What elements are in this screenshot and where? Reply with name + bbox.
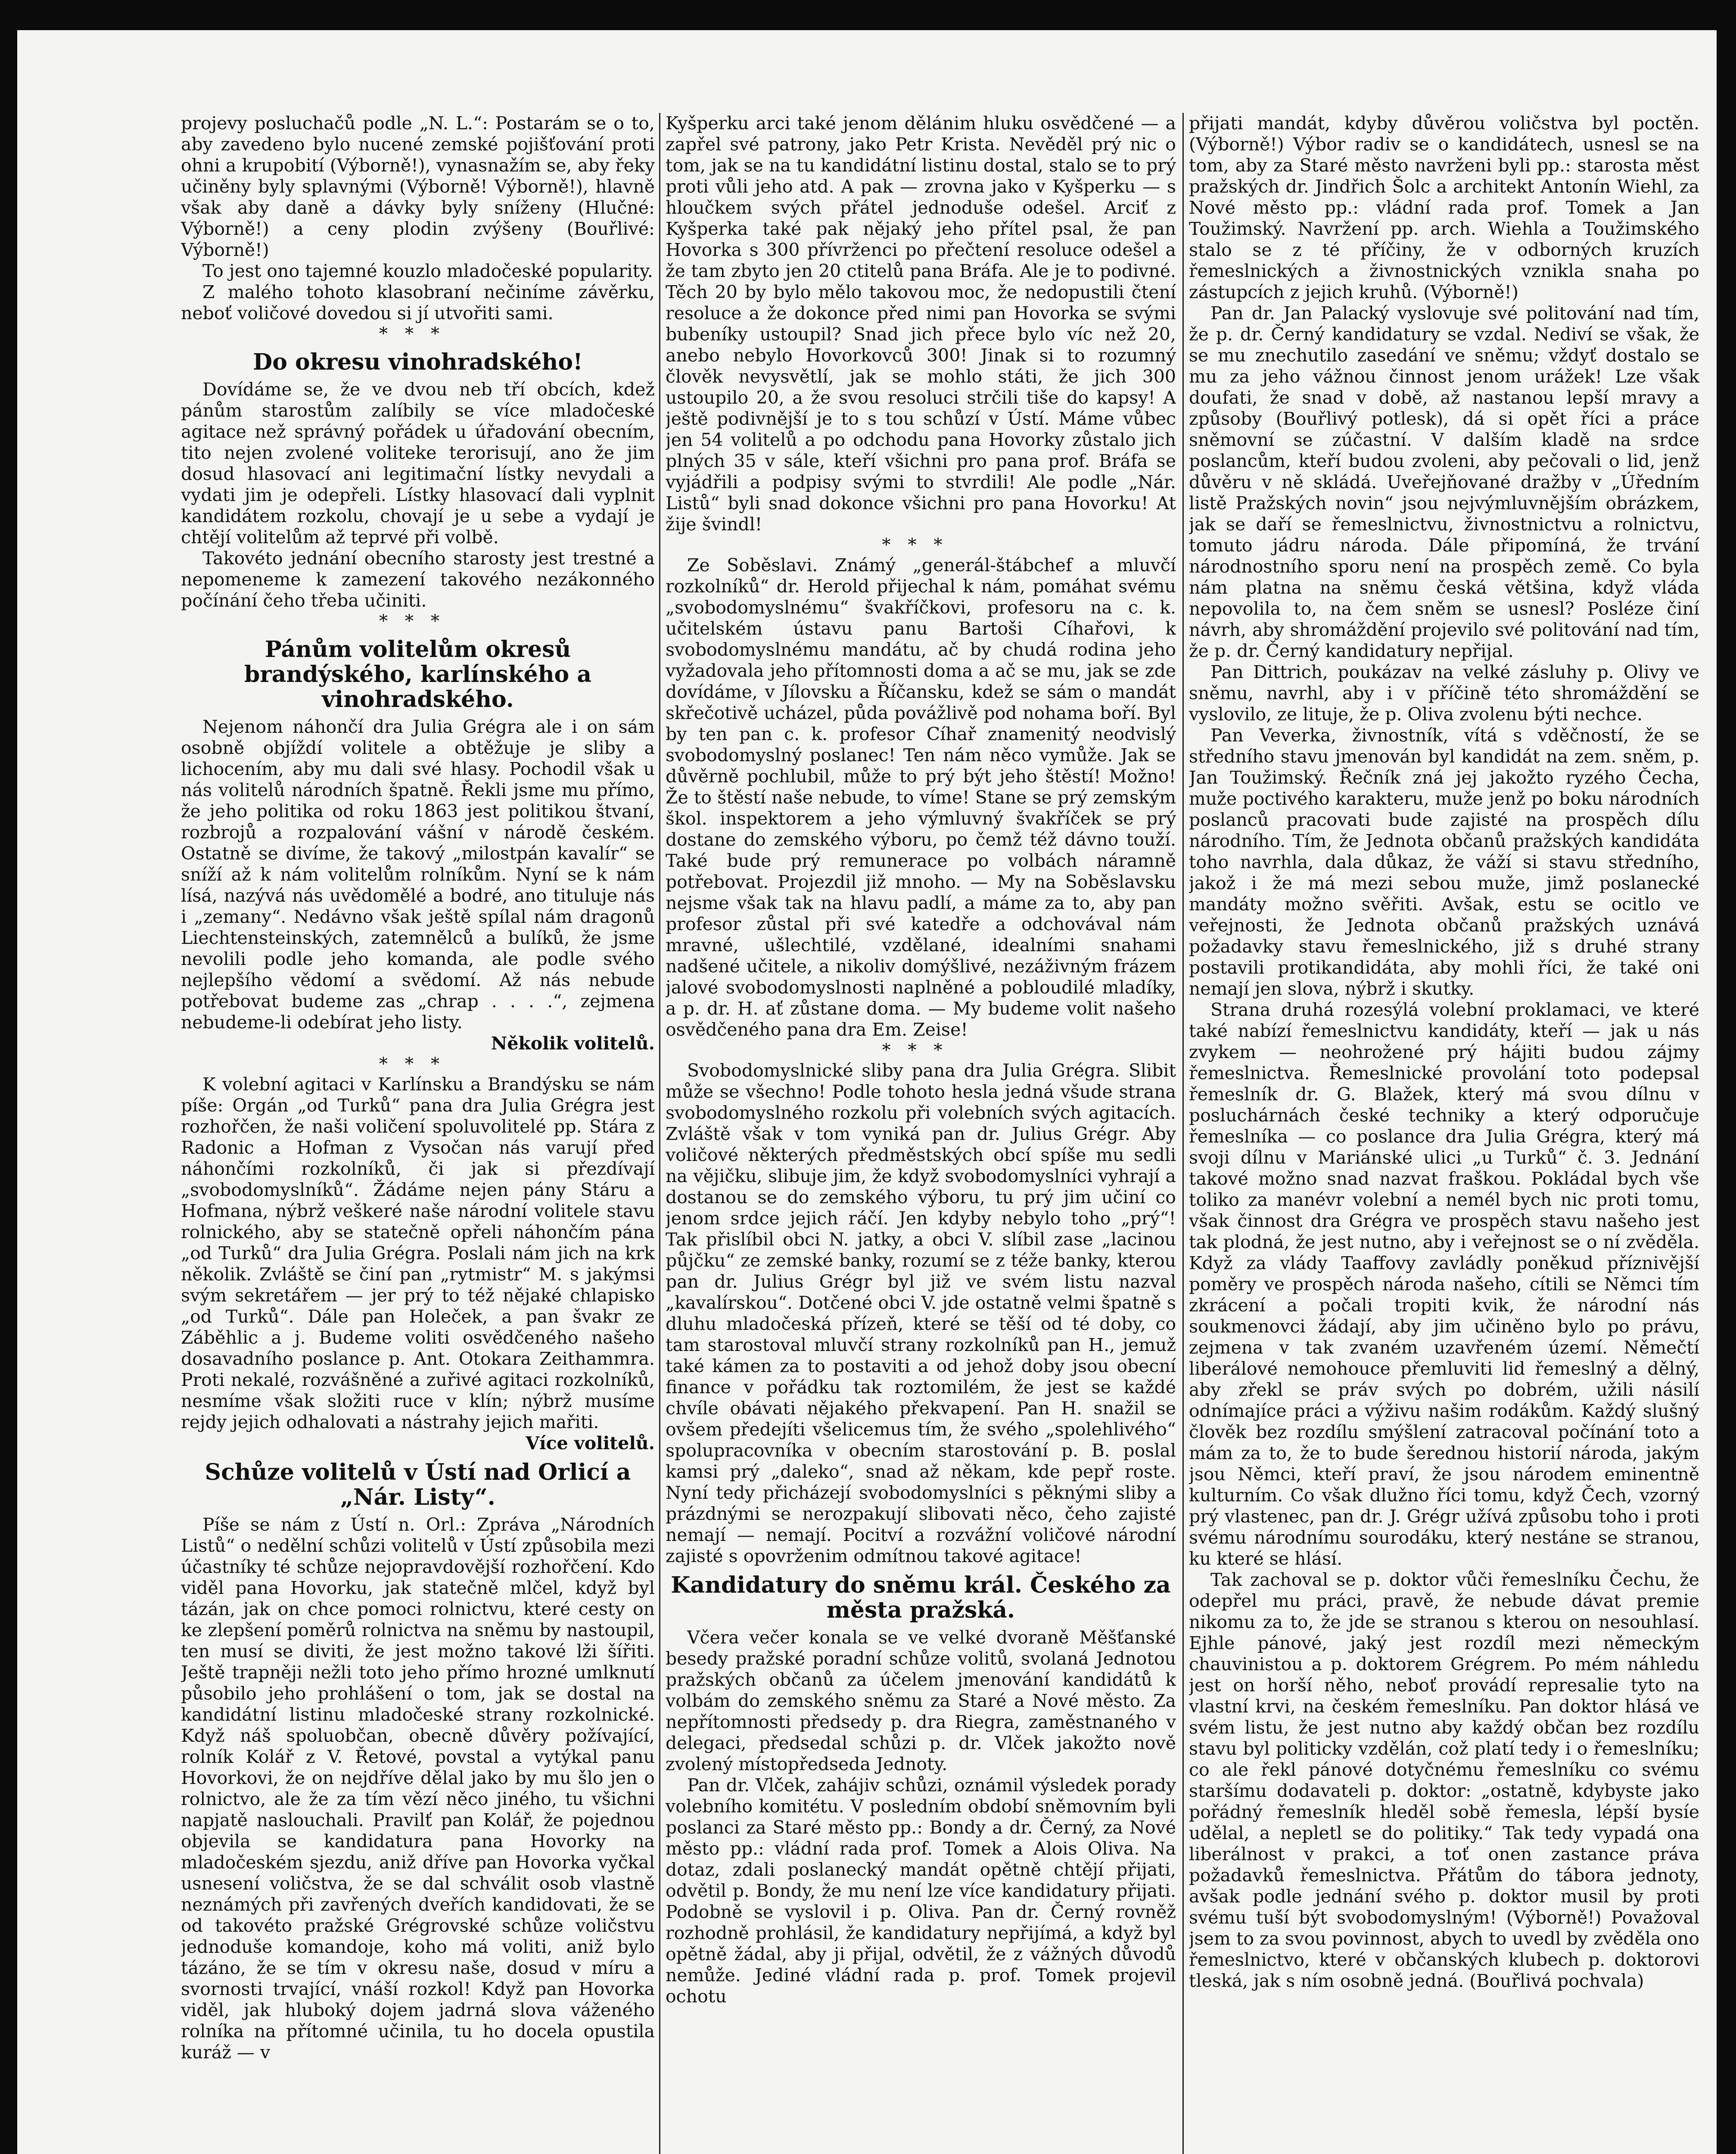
paragraph: Strana druhá rozesýlá volební proklamaci, ve které také nabízí řemeslnictvu kandidáty, kteří — jak u nás zvykem — neohrožené prý hájiti budou zájmy řemeslnictva. Řemeslnické provolání toto podepsal řemeslník dr. G. Blažek, který má svou dílnu v posluchárnách české techniky a který odporučuje řemeslníka — co poslance dra Julia Grégra, který má svoji dílnu v Mariánské ulici „u Turků“ č. 3. Jednání takové možno snad nazvat fraškou. Pokládal bych vše toliko za manévr volební a nemél bych nic proti tomu, však činnost dra Grégra ve prospěch stavu našeho jest tak plodná, že jest nutno, aby i veřejnost se o ní zvěděla. Když za vlády Taaffovy zavládly poněkud příznivější poměry ve prospěch národa našeho, cítili se Němci tím zkrácení a počali tropiti kvik, že národní nás soukmenovci žádají, aby jim učiněno bylo po právu, zejmena v tak zvaném uzavřeném území. Němečtí liberálové nemohouce přemluviti lid řemeslný a dělný, aby zřekl se práv svých po dobrém, užili násilí odnímajíce práci a výživu našim rodákům. Každý slušný člověk bez rozdílu smýšlení zatracoval počínání toto a mám za to, že to bude šerednou historií národa, jakým jsou Němci, kteří praví, že jsou národem eminentně kulturním. Co však dlužno říci tomu, když Čech, vzorný prý vlastenec, pan dr. J. Grégr užívá způsobu toho i proti svému národnímu sourodáku, který nestáne se stranou, ku které se hlásí. xyxy=(1189,999,1699,1569)
paragraph: Nejenom náhončí dra Julia Grégra ale i on sám osobně objíždí volitele a obtěžuje je sliby a lichocením, aby mu dali své hlasy. Pochodil však u nás volitelů národních špatně. Řekli jsme mu přímo, že jeho politika od roku 1863 jest politikou štvaní, rozbrojů a rozpalování vášní v národě českém. Ostatně se divíme, že takový „milostpán kavalír“ se sníží až k nám volitelům rolníkům. Nyní se k nám lísá, nazývá nás uvědomělé a bodré, ano tituluje nás i „zemany“. Nedávno však ještě spílal nám dragonů Liechtensteinských, zatemnělců a bulíků, že jsme nevolili podle jeho komanda, ale podle svého nejlepšího vědomí a svědomí. Až nás nebude potřebovat budeme zas „chrap . . . .“, zejmena nebudeme-li odebírat jeho listy. xyxy=(181,716,655,1033)
column-rule xyxy=(659,113,660,2154)
paragraph: To jest ono tajemné kouzlo mladočeské popularity. xyxy=(202,261,653,281)
article-heading: Do okresu vinohradského! xyxy=(253,349,583,375)
scan-border-right xyxy=(1717,0,1736,2154)
article-heading: Kandidatury do sněmu král. Českého za města pražská. xyxy=(671,1572,1171,1623)
signature: Několik volitelů. xyxy=(491,1033,655,1054)
paragraph: Pan dr. Jan Palacký vyslovuje své politování nad tím, že p. dr. Černý kandidatury se vzdal. Nediví se však, že se mu znechutilo zasedání ve sněmu; vždyť dostalo se mu za jeho vážnou činnost jenom urážek! Lze však doufati, že snad v době, až nastanou lepší mravy a způsoby (Bouřlivý potlesk), dá si opět říci a práce sněmovní se zúčastní. V dalším kladě na srdce poslancům, kteří budou zvoleni, aby pečovali o lid, jenž důvěru v ně skládá. Uveřejňované dražby v „Úředním listě Pražských novin“ jsou nejvýmluvnějším obrázkem, jak se daří se řemeslnictvu, živnostnictvu a rolnictvu, tomuto jádru národa. Dále připomíná, že trvání národnostního sporu není na prospěch země. Co byla nám platna na sněmu česká většina, když vláda nepovolila to, na čem sněm se usnesl? Posléze činí návrh, aby shromáždění projevilo své politování nad tím, že p. dr. Černý kandidatury nepřijal. xyxy=(1189,303,1699,661)
paragraph: Tak zachoval se p. doktor vůči řemeslníku Čechu, že odepřel mu práci, pravě, že nebude dávat premie nikomu za to, že jde se stranou s kterou on nesouhlasí. Ejhle pánové, jaký jest rozdíl mezi německým chauvinistou a p. doktorem Grégrem. Po mém náhledu jest on horší něho, neboť provádí represalie tyto na vlastní krvi, na českém řemeslníku. Pan doktor hlásá ve svém listu, že jest nutno aby každý občan bez rozdílu stavu byl politicky vzdělán, což platí tedy i o řemeslníku; co ale řekl pánové dotyčnému řemeslníku co svému staršímu dodavateli p. doktor: „ostatně, kdybyste jako pořádný řemeslník hleděl sobě řemesla, lépší bysíe udělal, a nepletl se do politiky.“ Tak tedy vypadá ona liberálnost v prakci, a toť onen zastance práva požadavků řemeslnictva. Přátům do tábora jednoty, avšak podle jednání svého p. doktor musil by proti svému tuší být svobodomyslným! (Výborně!) Považoval jsem to za svou povinnost, abych to uvedl by zvěděla ono řemeslnictvo, které v občanských klubech p. doktorovi tleská, jak s ním osobně jedná. (Bouřlivá pochvala) xyxy=(1189,1569,1699,1991)
separator-asterisks: *** xyxy=(379,324,457,344)
paragraph: Z malého tohoto klasobraní nečiníme závěrku, neboť voličové dovedou si jí utvořiti sami. xyxy=(181,282,655,324)
column-left xyxy=(181,113,655,2154)
column-rule xyxy=(1182,113,1184,2154)
scan-border-left xyxy=(0,0,17,2154)
paragraph: Pan dr. Vlček, zahájiv schůzi, oznámil výsledek porady volebního komitétu. V posledním období sněmovním byli poslanci za Staré město pp.: Bondy a dr. Černý, za Nové město pp.: vládní rada prof. Tomek a Alois Oliva. Na dotaz, zdali poslanecký mandát opětně chtějí přijati, odvětil p. Bondy, že mu není lze více kandidatury přijati. Podobně se vyslovil i p. Oliva. Pan dr. Černý rovněž rozhodně prohlásil, že kandidatury nepřijímá, a když byl opětně žádal, aby ji přijal, odvětil, že z vážných důvodů nemůže. Jediné vládní rada p. prof. Tomek projevil ochotu xyxy=(666,1775,1176,2007)
article-heading: Pánům volitelům okresů brandýského, karlínského a vinohradského. xyxy=(244,636,592,713)
column-middle xyxy=(666,113,1176,2154)
paragraph: Kyšperku arci také jenom dělánim hluku osvědčené — a zapřel své patrony, jako Petr Krista. Nevěděl prý nic o tom, jak se na tu kandidátní listinu dostal, stalo se to prý proti vůli jeho atd. A pak — zrovna jako v Kyšperku — s hloučkem svých přátel jednoduše odešel. Arciť z Kyšperka také pak nějaký jeho přítel psal, že pan Hovorka s 300 přívrženci po přečtení resoluce odešel a že tam zbyto jen 20 ctitelů pana Bráfa. Ale je to podivné. Těch 20 by bylo mělo takovou moc, že nedopustili čtení resoluce a že dokonce před nimi pan Hovorka se svými bubeníky ustoupil? Snad jich přece bylo víc než 20, anebo nebylo Hovorkovců 300! Jinak si to rozumný člověk nevysvětlí, jak se mohlo státi, že jich 300 ustoupilo 20, a že svou resoluci strčili tiše do kapsy! A ještě podivnější je to s tou schůzí v Ústí. Máme vůbec jen 54 volitelů a po odchodu pana Hovorky zůstalo jich plných 35 v sále, kteří všichni pro pana prof. Bráfa se vyjádřili a podpisy svými to stvrdili! Ale podle „Nár. Listů“ byli snad dokonce všichni pro pana Hovorku! At žije švindl! xyxy=(666,113,1176,535)
article-heading: Schůze volitelů v Ústí nad Orlicí a „Nár. Listy“. xyxy=(205,1459,631,1510)
column-right xyxy=(1189,113,1699,2154)
paragraph: Pan Dittrich, poukázav na velké zásluhy p. Olivy ve sněmu, navrhl, aby i v příčině této shromáždění se vyslovilo, ze lituje, že p. Oliva zvolenu býti nechce. xyxy=(1189,662,1699,725)
paragraph: Včera večer konala se ve velké dvoraně Měšťanské besedy pražské poradní schůze volitů, svolaná Jednotou pražských občanů za účelem jmenování kandidátů k volbám do zemského sněmu za Staré a Nové město. Za nepřítomnosti předsedy p. dra Riegra, zaměstnaného v delegaci, předsedal schůzi p. dr. Vlček jakožto nově zvolený místopředseda Jednoty. xyxy=(666,1627,1176,1774)
separator-asterisks: *** xyxy=(379,1054,457,1074)
paragraph: Takovéto jednání obecního starosty jest trestné a nepomeneme k zamezení takového nezákonného počínání čeho třeba učiniti. xyxy=(181,548,655,611)
paragraph: Píše se nám z Ústí n. Orl.: Zpráva „Národních Listů“ o nedělní schůzi volitelů v Ústí způsobila mezi účastníky té schůze nejopravdovější rozhořčení. Kdo viděl pana Hovorku, jak statečně mlčel, když byl tázán, jak on chce pomoci rolnictvu, které cesty on ke zlepšení poměrů rolnictva na sněmu by nastoupil, ten musí se diviti, že jest možno takové lži šířiti. Ještě trapněji nežli toto jeho přímo hrozné umlknutí působilo jeho prohlášení o tom, jak se dostal na kandidátní listinu mladočeské strany rozkolnické. Když náš spoluobčan, obecně důvěry požívající, rolník Kolář z V. Řetové, povstal a vytýkal panu Hovorkovi, že on nejdříve dělal jako by mu šlo jen o rolnictvo, ale že za tím vězí něco jiného, tu všichni napjatě naslouchali. Pravilť pan Kolář, že pojednou objevila se kandidatura pana Hovorky na mladočeském sjezdu, aniž dříve pan Hovorka vyčkal usnesení voličstva, že se dal schválit osob vlastně neznámých při zavřených dveřích kandidovati, že se od takovéto pražské Grégrovské schůze voličstvu jednoduše komandoje, koho má voliti, aniž bylo tázáno, že se tím v okresu naše, dosud v míru a svornosti trvající, vnáší rozkol! Když pan Hovorka viděl, jak hluboký dojem jadrná slova váženého rolníka na přítomné učinila, tu ho docela opustila kuráž — v xyxy=(181,1514,655,2063)
paragraph: přijati mandát, kdyby důvěrou voličstva byl poctěn. (Výborně!) Výbor radiv se o kandidátech, usnesl se na tom, aby za Staré město navrženi byli pp.: starosta měst pražských dr. Jindřich Šolc a architekt Antonín Wiehl, za Nové město pp.: vládní rada prof. Tomek a Jan Toužimský. Navržení pp. arch. Wiehla a Toužimského stalo se z té příčiny, že v odborných kruzích řemeslnických a živnostnických vznikla snaha po zástupcích z jejich kruhů. (Výborně!) xyxy=(1189,113,1699,302)
paragraph: projevy posluchačů podle „N. L.“: Postarám se o to, aby zavedeno bylo nucené zemské pojišťování proti ohni a krupobití (Výborně!), vynasnažím se, aby řeky učiněny byly splavnými (Výborně! Výborně!), hlavně však aby daně a dávky byly sníženy (Hlučné: Výborně!) a ceny plodin zvýšeny (Bouřlivé: Výborně!) xyxy=(181,113,655,260)
scan-border-top xyxy=(0,0,1736,30)
paragraph: K volební agitaci v Karlínsku a Brandýsku se nám píše: Orgán „od Turků“ pana dra Julia Grégra jest rozhořčen, že naši voličení spoluvolitelé pp. Stára z Radonic a Hofman z Vysočan nás varují před náhončími rozkolníků, či jak si přezdívají „svobodomyslníků“. Žádáme nejen pány Stáru a Hofmana, nýbrž veškeré naše národní volitele stavu rolnického, aby se statečně opřeli náhončím pána „od Turků“ dra Julia Grégra. Poslali nám jich na krk několik. Zvláště se činí pan „rytmistr“ M. s jakýmsi svým sekretářem — jer prý to též nějaké chlapisko „od Turků“. Dále pan Holeček, a pan švakr ze Záběhlic a j. Budeme voliti osvědčeného našeho dosavadního poslance p. Ant. Otokara Zeithammra. Proti nekalé, rozvášněné a zuřivé agitaci rozkolníků, nesmíme však složiti ruce v klín; nýbrž musíme rejdy jejich odhalovati a nástrahy jejich mařiti. xyxy=(181,1074,655,1432)
paragraph: Ze Soběslavi. Známý „generál-štábchef a mluvčí rozkolníků“ dr. Herold přijechal k nám, pomáhat svému „svobodomyslnému“ švakříčkovi, profesoru na c. k. učitelském ústavu panu Bartoši Cíhařovi, k svobodomyslnému mandátu, ač by chudá rodina jeho vyžadovala jeho přítomnosti doma a ač se mu, jak se zde dovídáme, v Jílovsku a Říčansku, kdež se sám o mandát skřečotivě ucházel, půda povážlivě pod nohama boří. Byl by ten pan c. k. profesor Cíhař znamenitý neodvislý svobodomyslný poslanec! Ten nám něco vymůže. Jak se důvěrně pochlubil, může to prý být jeho štěstí! Možno! Že to štěstí naše nebude, to víme! Stane se prý zemským škol. inspektorem a jeho výmluvný švakříček se prý dostane do zemského výboru, po čemž též dávno touží. Také bude prý remunerace po volbách náramně potřebovat. Projezdil již mnoho. — My na Soběslavsku nejsme však tak na hlavu padlí, a máme za to, aby pan profesor zůstal při své katedře a odchovával nám mravné, ušlechtilé, vzdělané, idealními snahami nadšené učitele, a nikoliv domýšlivé, nezáživným frázem jalové svobodomyslnosti naplněné a pobloudilé mladíky, a p. dr. H. ať zůstane doma. — My budeme volit našeho osvědčeného pana dra Em. Zeise! xyxy=(666,555,1176,1040)
separator-asterisks: *** xyxy=(379,611,457,631)
paragraph: Pan Veverka, živnostník, vítá s vděčností, že se středního stavu jmenován byl kandidát na zem. sněm, p. Jan Toužimský. Řečník zná jej jakožto ryzého Čecha, muže poctivého karakteru, muže jenž po boku národních poslanců pracovati bude zajisté na prospěch dílu národního. Tím, že Jednota občanů pražských kandidáta toho navrhla, dala důkaz, že váží si stavu středního, jakož i že má mezi sebou muže, jimž poslanecké mandáty možno svěřiti. Avšak, estu se ocitlo ve veřejnosti, že Jednota občanů pražských uznává požadavky stavu řemeslnického, již s druhé strany postavili protikandidáta, aby mohli říci, že také oni nemají jen slova, nýbrž i skutky. xyxy=(1189,725,1699,999)
paragraph: Dovídáme se, že ve dvou neb tří obcích, kdež pánům starostům zalíbily se více mladočeské agitace než správný pořádek u úřadování obecním, tito nejen zvolené voliteke terorisují, ano že jim dosud hlasovací ani legitimační lístky nevydali a vydati jim je odepřeli. Lístky hlasovací dali vyplnit kandidátem rozkolu, chovají je u sebe a vydají je chtějí volitelům až teprvé při volbě. xyxy=(181,379,655,548)
paragraph: Svobodomyslnické sliby pana dra Julia Grégra. Slibit může se všechno! Podle tohoto hesla jedná všude strana svobodomyslného rozkolu při volebních svých agitacích. Zvláště však v tom vyniká pan dr. Julius Grégr. Aby voličové některých předměstských obcí spíše mu sedli na vějičku, slibuje jim, že když svobodomyslníci vyhrají a dostanou se do zemského výboru, tu prý jim učiní co jenom srdce jejich ráčí. Jen kdyby nebylo toho „prý“! Tak přislíbil obci N. jatky, a obci V. slíbil zase „lacinou půjčku“ ze zemské banky, rozumí se z téže banky, kterou pan dr. Julius Grégr byl již ve svém listu nazval „kavalírskou“. Dotčené obci V. jde ostatně velmi špatně s dluhu mladočeská přízeň, které se těší od té doby, co tam starostoval mluvčí strany rozkolníků pan H., jemuž také kámen za to postaviti a od jehož doby jsou obecní finance v pořádku tak roztomilém, že jest se každé chvíle obávati nějakého překvapení. Pan H. snažil se ovšem předejíti všelicemus tím, že svého „spolehlivého“ spolupracovníka v obecním starostování p. B. poslal kamsi prý „daleko“, snad až někam, kde pepř roste. Nyní tedy přicházejí svobodomyslníci s pěknými sliby a prázdnými se nerozpakují slibovati něco, čeho zajisté nemají — nemají. Pocitví a rozvážní voličové národní zajisté s opovrženim odmítnou takové agitace! xyxy=(666,1060,1176,1566)
separator-asterisks: *** xyxy=(882,1040,960,1060)
signature: Více volitelů. xyxy=(526,1433,655,1454)
separator-asterisks: *** xyxy=(882,535,960,555)
